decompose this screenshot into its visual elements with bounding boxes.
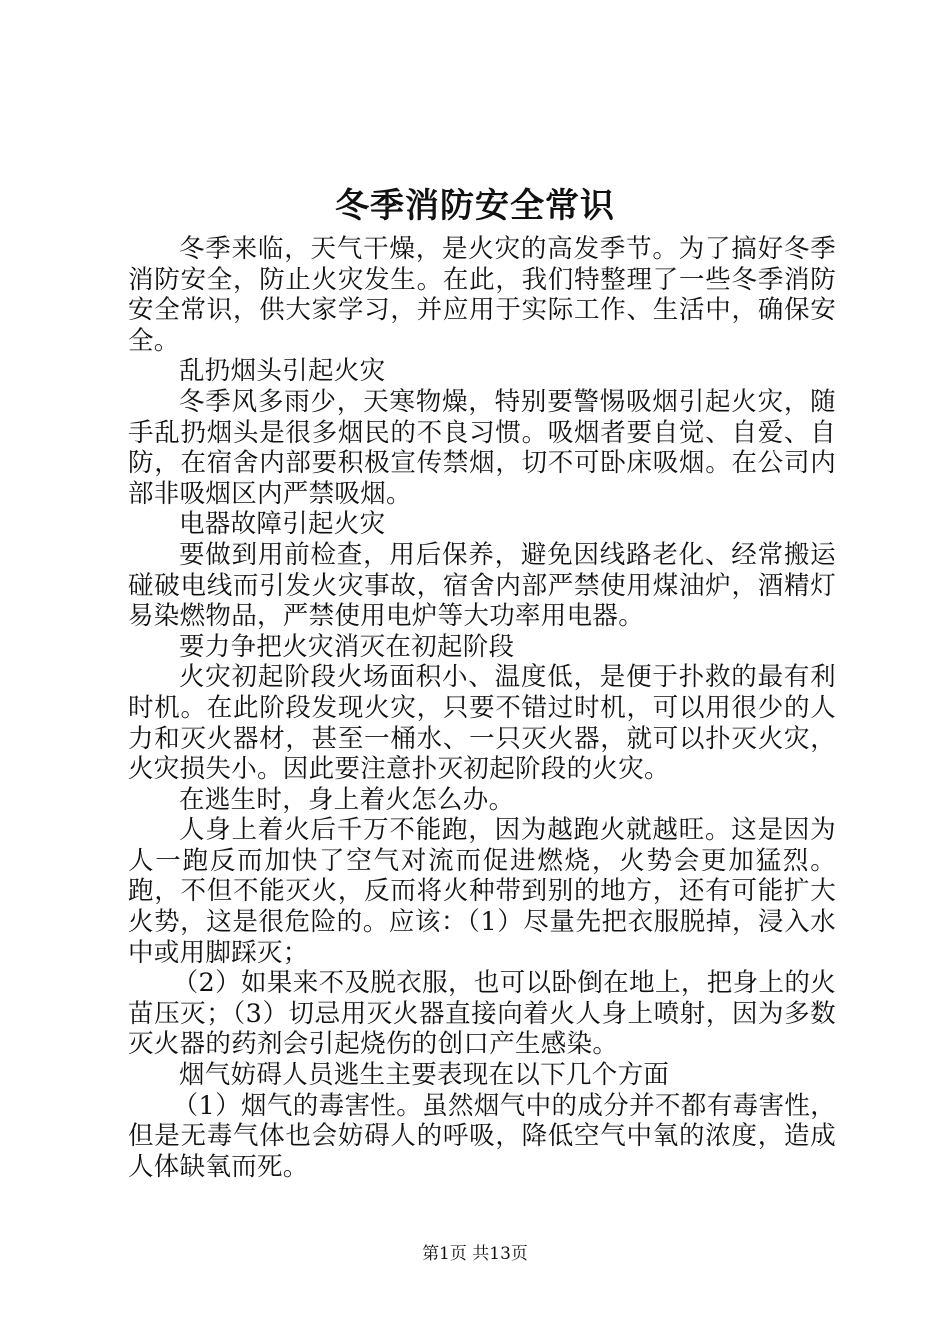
body-paragraph: 冬季风多雨少，天寒物燥，特别要警惕吸烟引起火灾，随手乱扔烟头是很多烟民的不良习惯。吸烟者要自觉、自爱、自防，在宿舍内部要积极宣传禁烟，切不可卧床吸烟。在公司内部非吸烟区内严禁吸烟。 <box>128 386 836 509</box>
section-heading: 乱扔烟头引起火灾 <box>179 356 386 387</box>
intro-paragraph: 冬季来临，天气干燥，是火灾的高发季节。为了搞好冬季消防安全，防止火灾发生。在此，我们特整理了一些冬季消防安全常识，供大家学习，并应用于实际工作、生活中，确保安全。 <box>128 234 836 356</box>
body-paragraph: （1）烟气的毒害性。虽然烟气中的成分并不都有毒害性，但是无毒气体也会妨碍人的呼吸，降低空气中氧的浓度，造成人体缺氧而死。 <box>128 1090 836 1182</box>
page-title: 冬季消防安全常识 <box>335 186 615 226</box>
body-paragraph: 人身上着火后千万不能跑，因为越跑火就越旺。这是因为人一跑反而加快了空气对流而促进燃烧，火势会更加猛烈。跑，不但不能灭火，反而将火种带到别的地方，还有可能扩大火势，这是很危险的。应该：（1）尽量先把衣服脱掉，浸入水中或用脚踩灭； <box>128 815 836 968</box>
section-heading: 烟气妨碍人员逃生主要表现在以下几个方面 <box>179 1060 670 1091</box>
document-body <box>128 234 836 1182</box>
page-footer: 第1页 共13页 <box>422 1244 528 1264</box>
body-paragraph: 火灾初起阶段火场面积小、温度低，是便于扑救的最有利时机。在此阶段发现火灾，只要不错过时机，可以用很少的人力和灭火器材，甚至一桶水、一只灭火器，就可以扑灭火灾，火灾损失小。因此要注意扑灭初起阶段的火灾。 <box>128 662 836 785</box>
body-paragraph: （2）如果来不及脱衣服，也可以卧倒在地上，把身上的火苗压灭；（3）切忌用灭火器直接向着火人身上喷射，因为多数灭火器的药剂会引起烧伤的创口产生感染。 <box>128 968 836 1060</box>
section-heading: 在逃生时，身上着火怎么办。 <box>179 784 515 815</box>
section-heading: 要力争把火灾消灭在初起阶段 <box>179 631 515 662</box>
section-heading: 电器故障引起火灾 <box>179 509 386 540</box>
body-paragraph: 要做到用前检查，用后保养，避免因线路老化、经常搬运碰破电线而引发火灾事故，宿舍内部严禁使用煤油炉，酒精灯易染燃物品，严禁使用电炉等大功率用电器。 <box>128 539 836 632</box>
